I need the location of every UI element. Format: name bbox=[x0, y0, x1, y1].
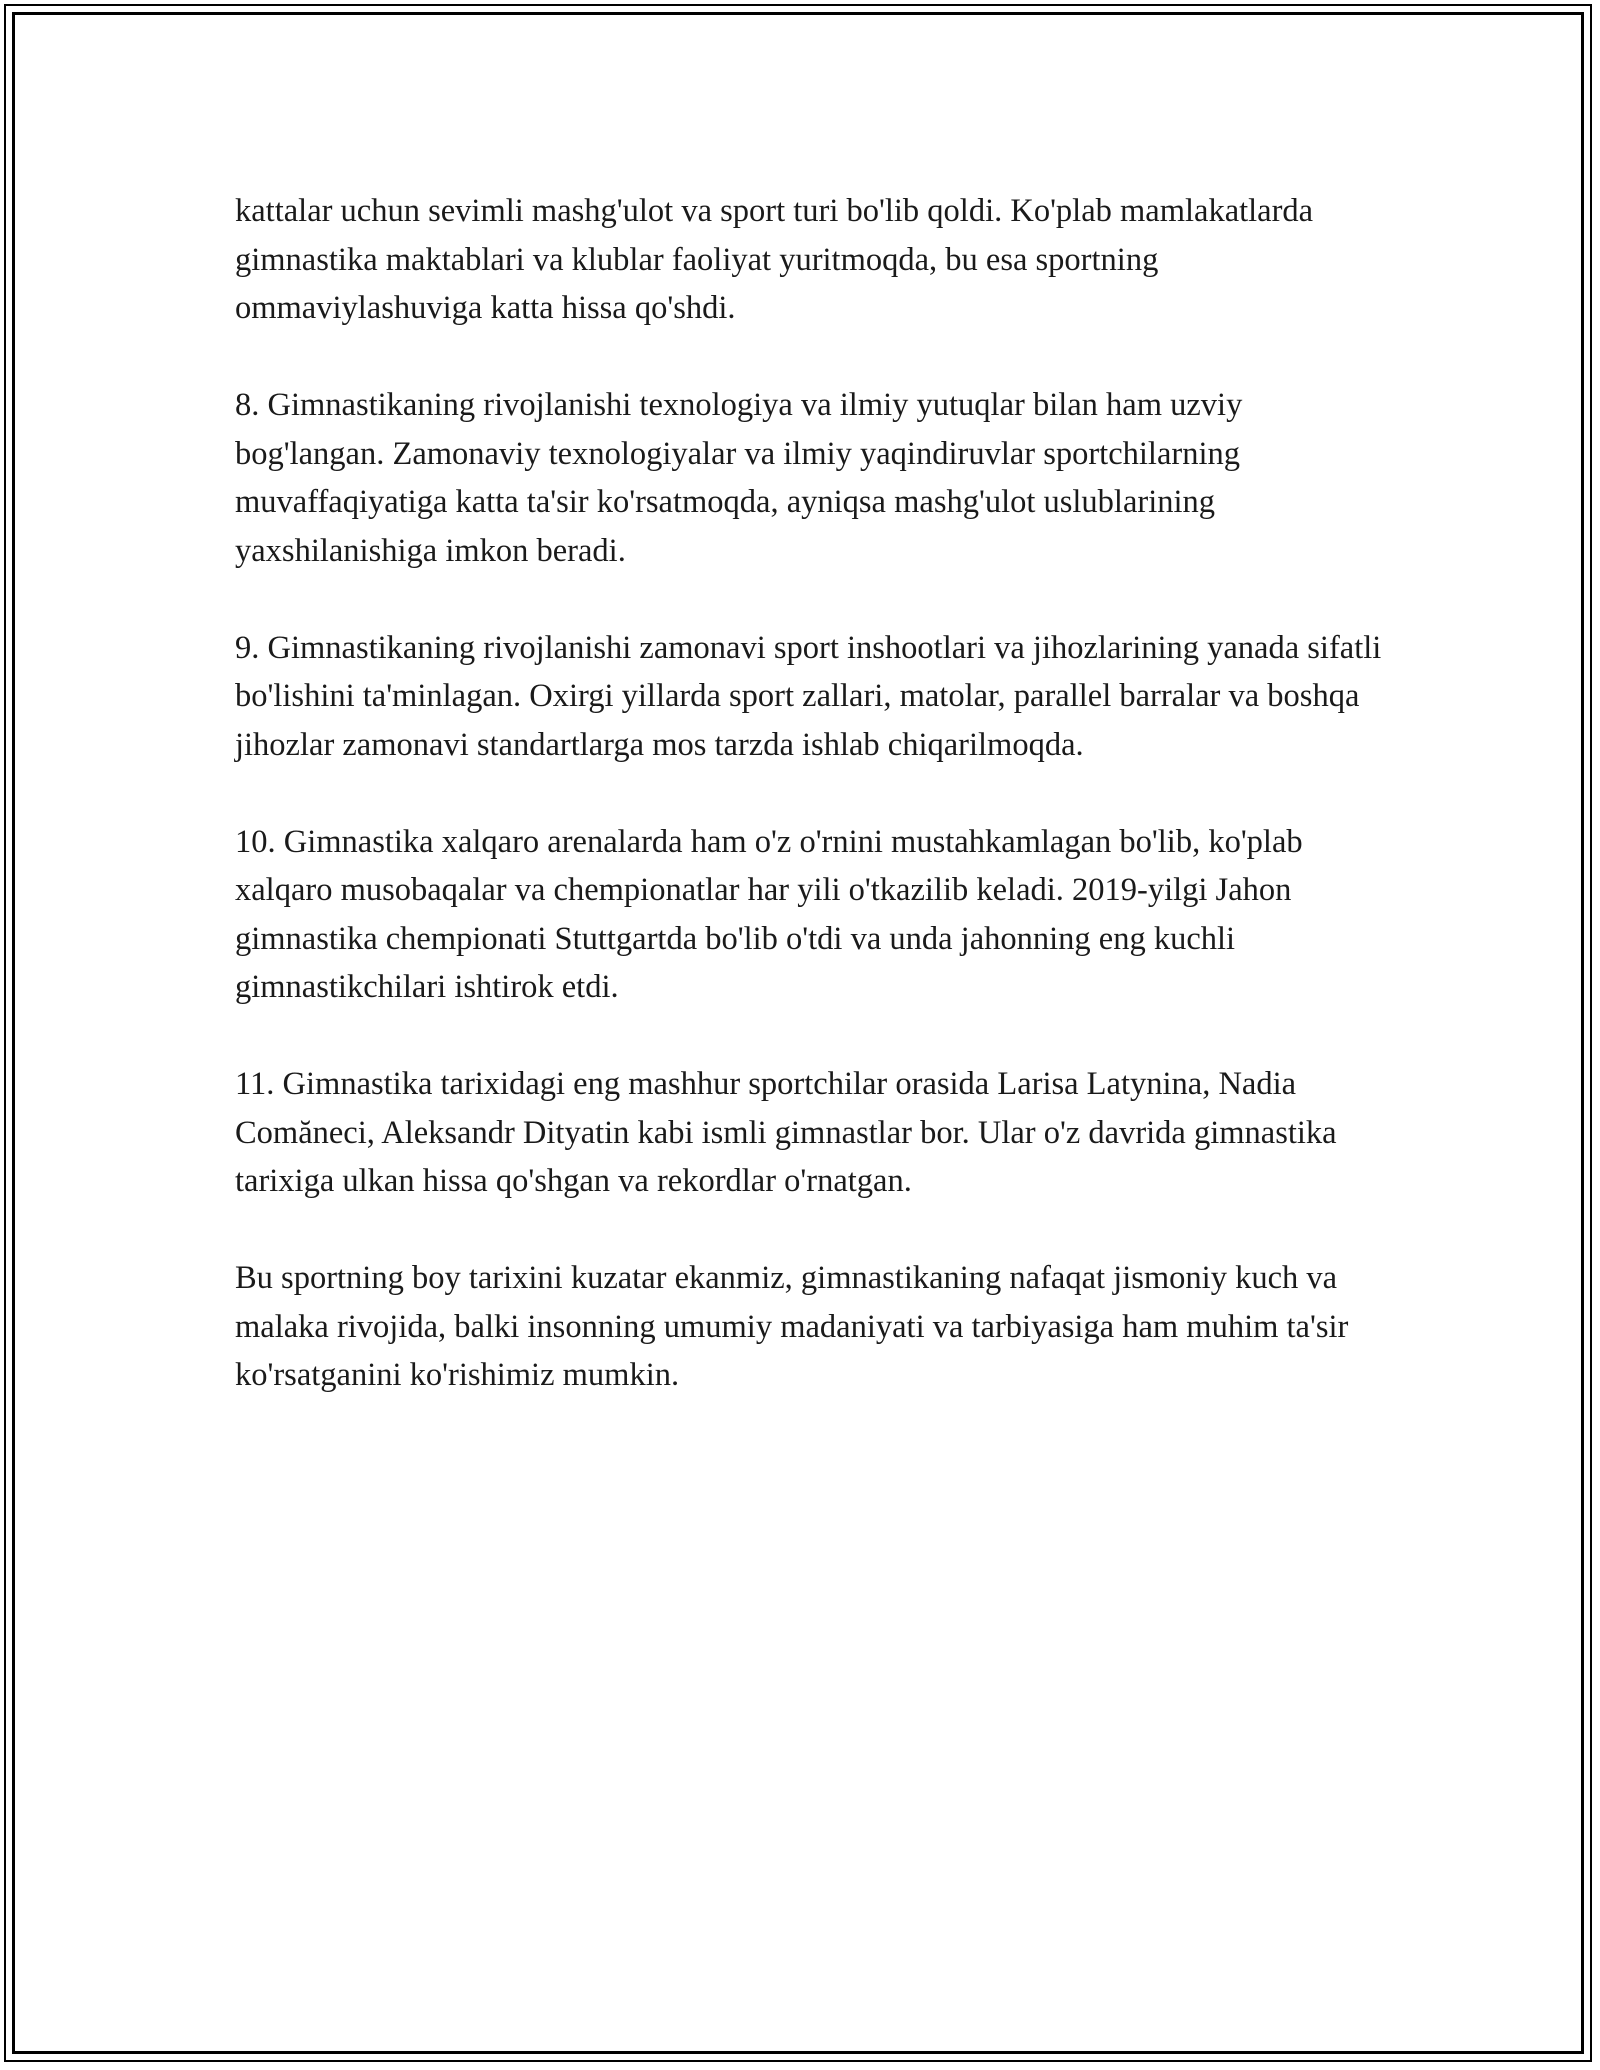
paragraph-item-8: 8. Gimnastikaning rivojlanishi texnologiya va ilmiy yutuqlar bilan ham uzviy bog'langan. Zamonaviy texnologiyalar va ilmiy yaqindiruvlar sportchilarning muvaffaqiyatiga katta ta'sir ko'rsatmoqda, ayniqsa mashg'ulot uslublarining yaxshilanishiga imkon beradi. bbox=[235, 387, 1243, 569]
paragraph-conclusion: Bu sportning boy tarixini kuzatar ekanmiz, gimnastikaning nafaqat jismoniy kuch va malaka rivojida, balki insonning umumiy madaniyati va tarbiyasiga ham muhim ta'sir ko'rsatganini ko'rishimiz mumkin. bbox=[235, 1260, 1349, 1393]
paragraph-intro-continuation: kattalar uchun sevimli mashg'ulot va sport turi bo'lib qoldi. Ko'plab mamlakatlarda gimnastika maktablari va klublar faoliyat yuritmoqda, bu esa sportning ommaviylashuviga katta hissa qo'shdi. bbox=[235, 193, 1314, 326]
document-body bbox=[235, 187, 1385, 1448]
paragraph-item-9: 9. Gimnastikaning rivojlanishi zamonavi sport inshootlari va jihozlarining yanada sifatli bo'lishini ta'minlagan. Oxirgi yillarda sport zallari, matolar, parallel barralar va boshqa jihozlar zamonavi standartlarga mos tarzda ishlab chiqarilmoqda. bbox=[235, 629, 1382, 763]
paragraph-item-11: 11. Gimnastika tarixidagi eng mashhur sportchilar orasida Larisa Latynina, Nadia Comăneci, Aleksandr Dityatin kabi ismli gimnastlar bor. Ular o'z davrida gimnastika tarixiga ulkan hissa qo'shgan va rekordlar o'rnatgan. bbox=[235, 1066, 1337, 1199]
paragraph-item-10: 10. Gimnastika xalqaro arenalarda ham o'z o'rnini mustahkamlagan bo'lib, ko'plab xalqaro musobaqalar va chempionatlar har yili o'tkazilib keladi. 2019-yilgi Jahon gimnastika chempionati Stuttgartda bo'lib o'tdi va unda jahonning eng kuchli gimnastikchilari ishtirok etdi. bbox=[235, 823, 1303, 1005]
